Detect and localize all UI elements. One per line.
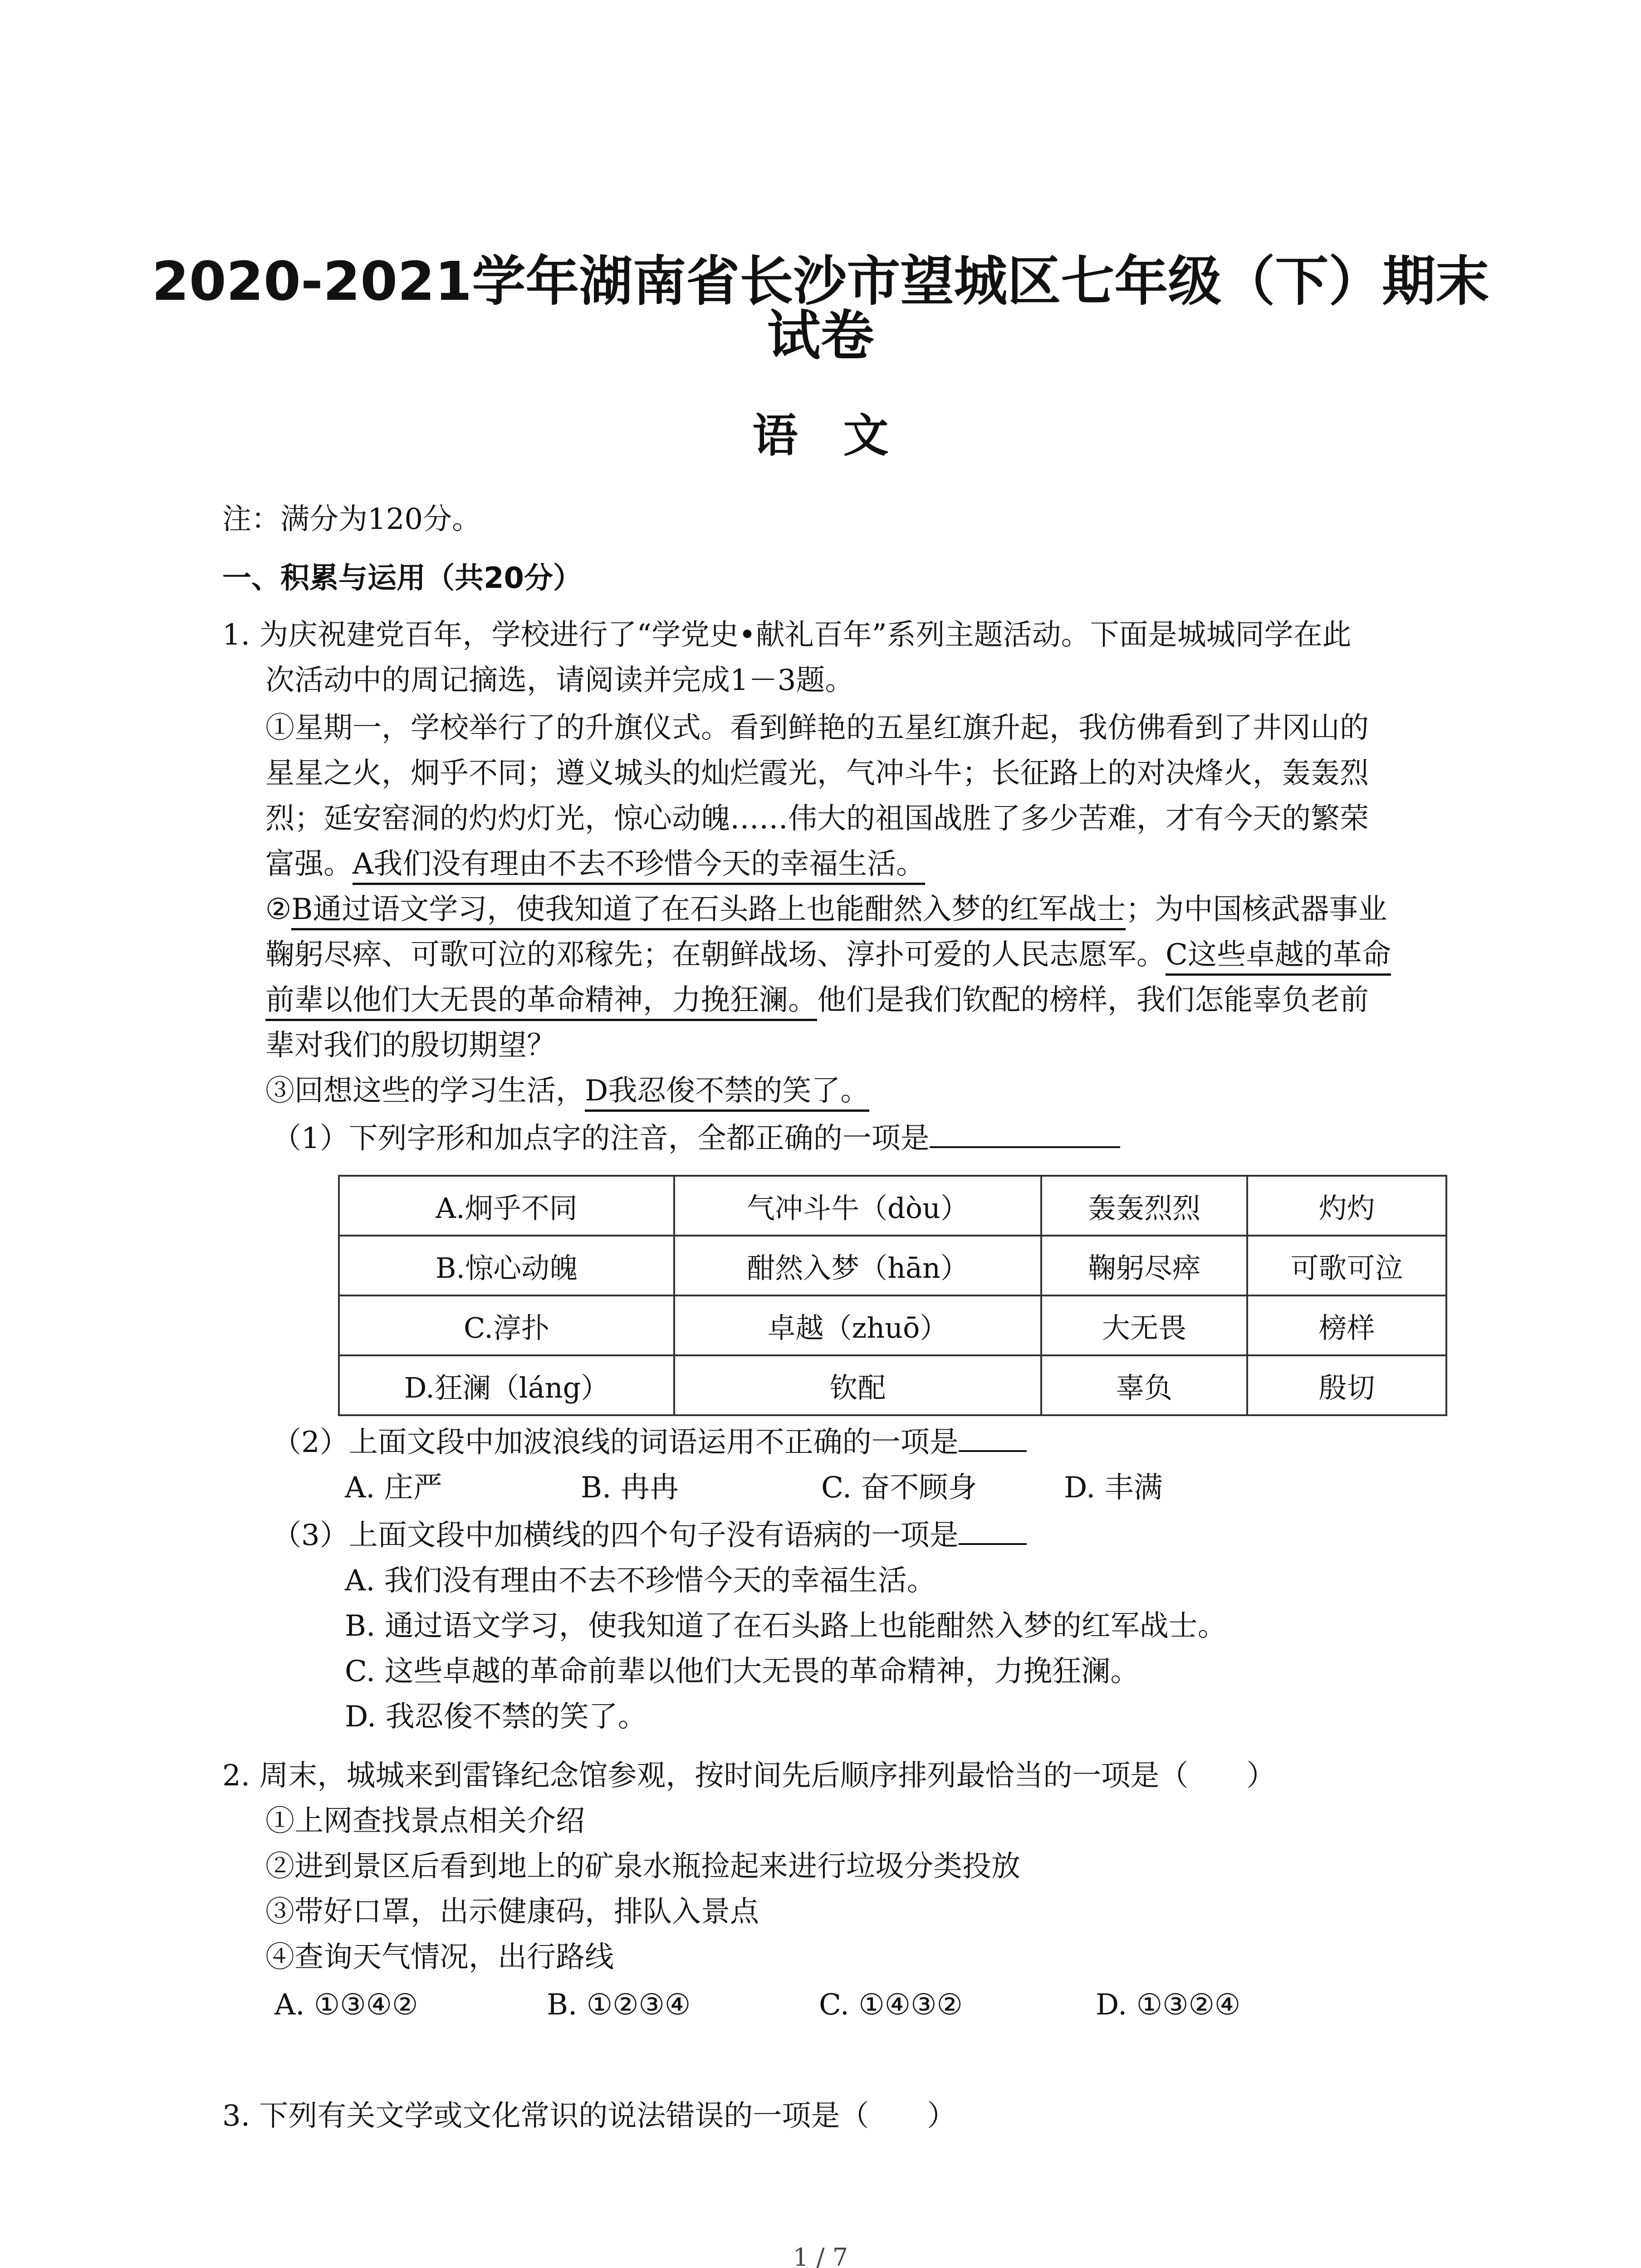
q1-p2-marker: ② [265, 893, 292, 926]
table-cell: 辜负 [1041, 1355, 1247, 1415]
option-c[interactable]: C. 奋不顾身 [821, 1471, 977, 1505]
q1-p3-text: ③回想这些的学习生活， [265, 1074, 585, 1108]
q1-p1-line-4 [265, 844, 925, 885]
q1-sub3-stem [272, 1515, 1027, 1556]
title-line-1: 2020-2021学年湖南省长沙市望城区七年级（下）期末 [152, 250, 1489, 313]
table-cell: A.炯乎不同 [339, 1176, 674, 1236]
sentence-b-underlined: B通过语文学习，使我知道了在石头路上也能酣然入梦的红军战士 [291, 893, 1126, 930]
table-cell: 灼灼 [1247, 1176, 1446, 1236]
q1-p2-line-1-post: ；为中国核武器事业 [1126, 893, 1387, 926]
option-c[interactable]: C. ①④③② [819, 1988, 963, 2022]
q1-options-table [338, 1175, 1447, 1416]
q1-p1-line-3: 烈；延安窑洞的灼灼灯光，惊心动魄……伟大的祖国战胜了多少苦难，才有今天的繁荣 [265, 802, 1369, 836]
title-line-2: 试卷 [767, 304, 874, 367]
option-a[interactable]: A. ①③④② [274, 1988, 418, 2022]
q2-item-3: ③带好口罩，出示健康码，排队入景点 [265, 1895, 759, 1929]
table-cell: 卓越（zhuō） [674, 1295, 1041, 1355]
q1-p2-line-1 [265, 889, 1387, 930]
score-note: 注：满分为120分。 [222, 503, 481, 536]
q1-intro-line-2: 次活动中的周记摘选，请阅读并完成1－3题。 [265, 664, 854, 697]
table-cell: 气冲斗牛（dòu） [674, 1176, 1041, 1236]
q1-p1-line-2: 星星之火，炯乎不同；遵义城头的灿烂霞光，气冲斗牛；长征路上的对决烽火，轰轰烈 [265, 757, 1369, 790]
option-d[interactable]: D. 丰满 [1064, 1471, 1163, 1505]
page-number: 1 / 7 [793, 2243, 848, 2268]
q1-sub3-text: （3）上面文段中加横线的四个句子没有语病的一项是 [272, 1519, 959, 1552]
q1-sub2-stem [272, 1422, 1027, 1463]
option-d[interactable]: D. ①③②④ [1096, 1988, 1241, 2022]
q1-sub1-answer-blank[interactable] [930, 1118, 1120, 1148]
q2-item-1: ①上网查找景点相关介绍 [265, 1804, 585, 1838]
q1-p2-line-3 [265, 980, 1369, 1021]
subject-heading: 语文 [752, 409, 934, 462]
table-cell: 轰轰烈烈 [1041, 1176, 1247, 1236]
q1-sub2-answer-blank[interactable] [959, 1422, 1027, 1452]
q1-p2-line-3-post: 他们是我们钦配的榜样，我们怎能辜负老前 [817, 983, 1369, 1017]
q1-p2-line-2 [265, 934, 1391, 975]
table-row [339, 1355, 1446, 1415]
q1-p3-line [265, 1070, 869, 1111]
table-cell: D.狂澜（láng） [339, 1355, 674, 1415]
table-cell: 鞠躬尽瘁 [1041, 1236, 1247, 1295]
table-cell: 大无畏 [1041, 1295, 1247, 1355]
q1-sub3-option-a[interactable]: A. 我们没有理由不去不珍惜今天的幸福生活。 [345, 1564, 936, 1598]
q2-item-2: ②进到景区后看到地上的矿泉水瓶捡起来进行垃圾分类投放 [265, 1850, 1020, 1883]
q1-intro-line-1: 1. 为庆祝建党百年，学校进行了“学党史•献礼百年”系列主题活动。下面是城城同学在此 [222, 618, 1352, 652]
option-b[interactable]: B. ①②③④ [547, 1988, 691, 2022]
sentence-d-underlined: D我忍俊不禁的笑了。 [585, 1074, 869, 1112]
q1-sub3-option-b[interactable]: B. 通过语文学习，使我知道了在石头路上也能酣然入梦的红军战士。 [345, 1609, 1227, 1643]
section-1-heading: 一、积累与运用（共20分） [222, 562, 583, 595]
q1-sub2-options [345, 1467, 1434, 1508]
table-cell: 殷切 [1247, 1355, 1446, 1415]
q1-sub1-text: （1）下列字形和加点字的注音，全都正确的一项是 [272, 1122, 930, 1155]
option-b[interactable]: B. 冉冉 [581, 1471, 679, 1505]
q1-sub3-answer-blank[interactable] [959, 1515, 1027, 1545]
q2-item-4: ④查询天气情况，出行路线 [265, 1941, 614, 1974]
table-cell: C.淳扑 [339, 1295, 674, 1355]
q1-p1-line-4-text: 富强。 [265, 847, 353, 881]
table-cell: 可歌可泣 [1247, 1236, 1446, 1295]
table-cell: B.惊心动魄 [339, 1236, 674, 1295]
table-row [339, 1236, 1446, 1295]
q1-sub2-text: （2）上面文段中加波浪线的词语运用不正确的一项是 [272, 1426, 959, 1459]
table-row [339, 1295, 1446, 1355]
q2-stem: 2. 周末，城城来到雷锋纪念馆参观，按时间先后顺序排列最恰当的一项是（ ） [222, 1759, 1276, 1793]
q1-p1-line-1: ①星期一，学校举行了的升旗仪式。看到鲜艳的五星红旗升起，我仿佛看到了井冈山的 [265, 711, 1369, 745]
q1-p2-line-4: 辈对我们的殷切期望？ [265, 1029, 556, 1062]
table-cell: 酣然入梦（hān） [674, 1236, 1041, 1295]
sentence-c-underlined-part-2: 前辈以他们大无畏的革命精神，力挽狂澜。 [265, 983, 817, 1021]
q3-stem: 3. 下列有关文学或文化常识的说法错误的一项是（ ） [222, 2099, 956, 2133]
table-row [339, 1176, 1446, 1236]
q1-sub3-option-d[interactable]: D. 我忍俊不禁的笑了。 [345, 1700, 647, 1734]
q1-sub1-stem [272, 1118, 1120, 1159]
table-cell: 钦配 [674, 1355, 1041, 1415]
sentence-a-underlined: A我们没有理由不去不珍惜今天的幸福生活。 [353, 847, 925, 885]
q1-sub3-option-c[interactable]: C. 这些卓越的革命前辈以他们大无畏的革命精神，力挽狂澜。 [345, 1655, 1140, 1688]
exam-title [136, 250, 1505, 367]
q2-options [274, 1984, 1409, 2025]
table-cell: 榜样 [1247, 1295, 1446, 1355]
sentence-c-underlined-part-1: C这些卓越的革命 [1166, 938, 1391, 976]
option-a[interactable]: A. 庄严 [345, 1471, 442, 1505]
q1-p2-line-2-text: 鞠躬尽瘁、可歌可泣的邓稼先；在朝鲜战场、淳扑可爱的人民志愿军。 [265, 938, 1166, 972]
